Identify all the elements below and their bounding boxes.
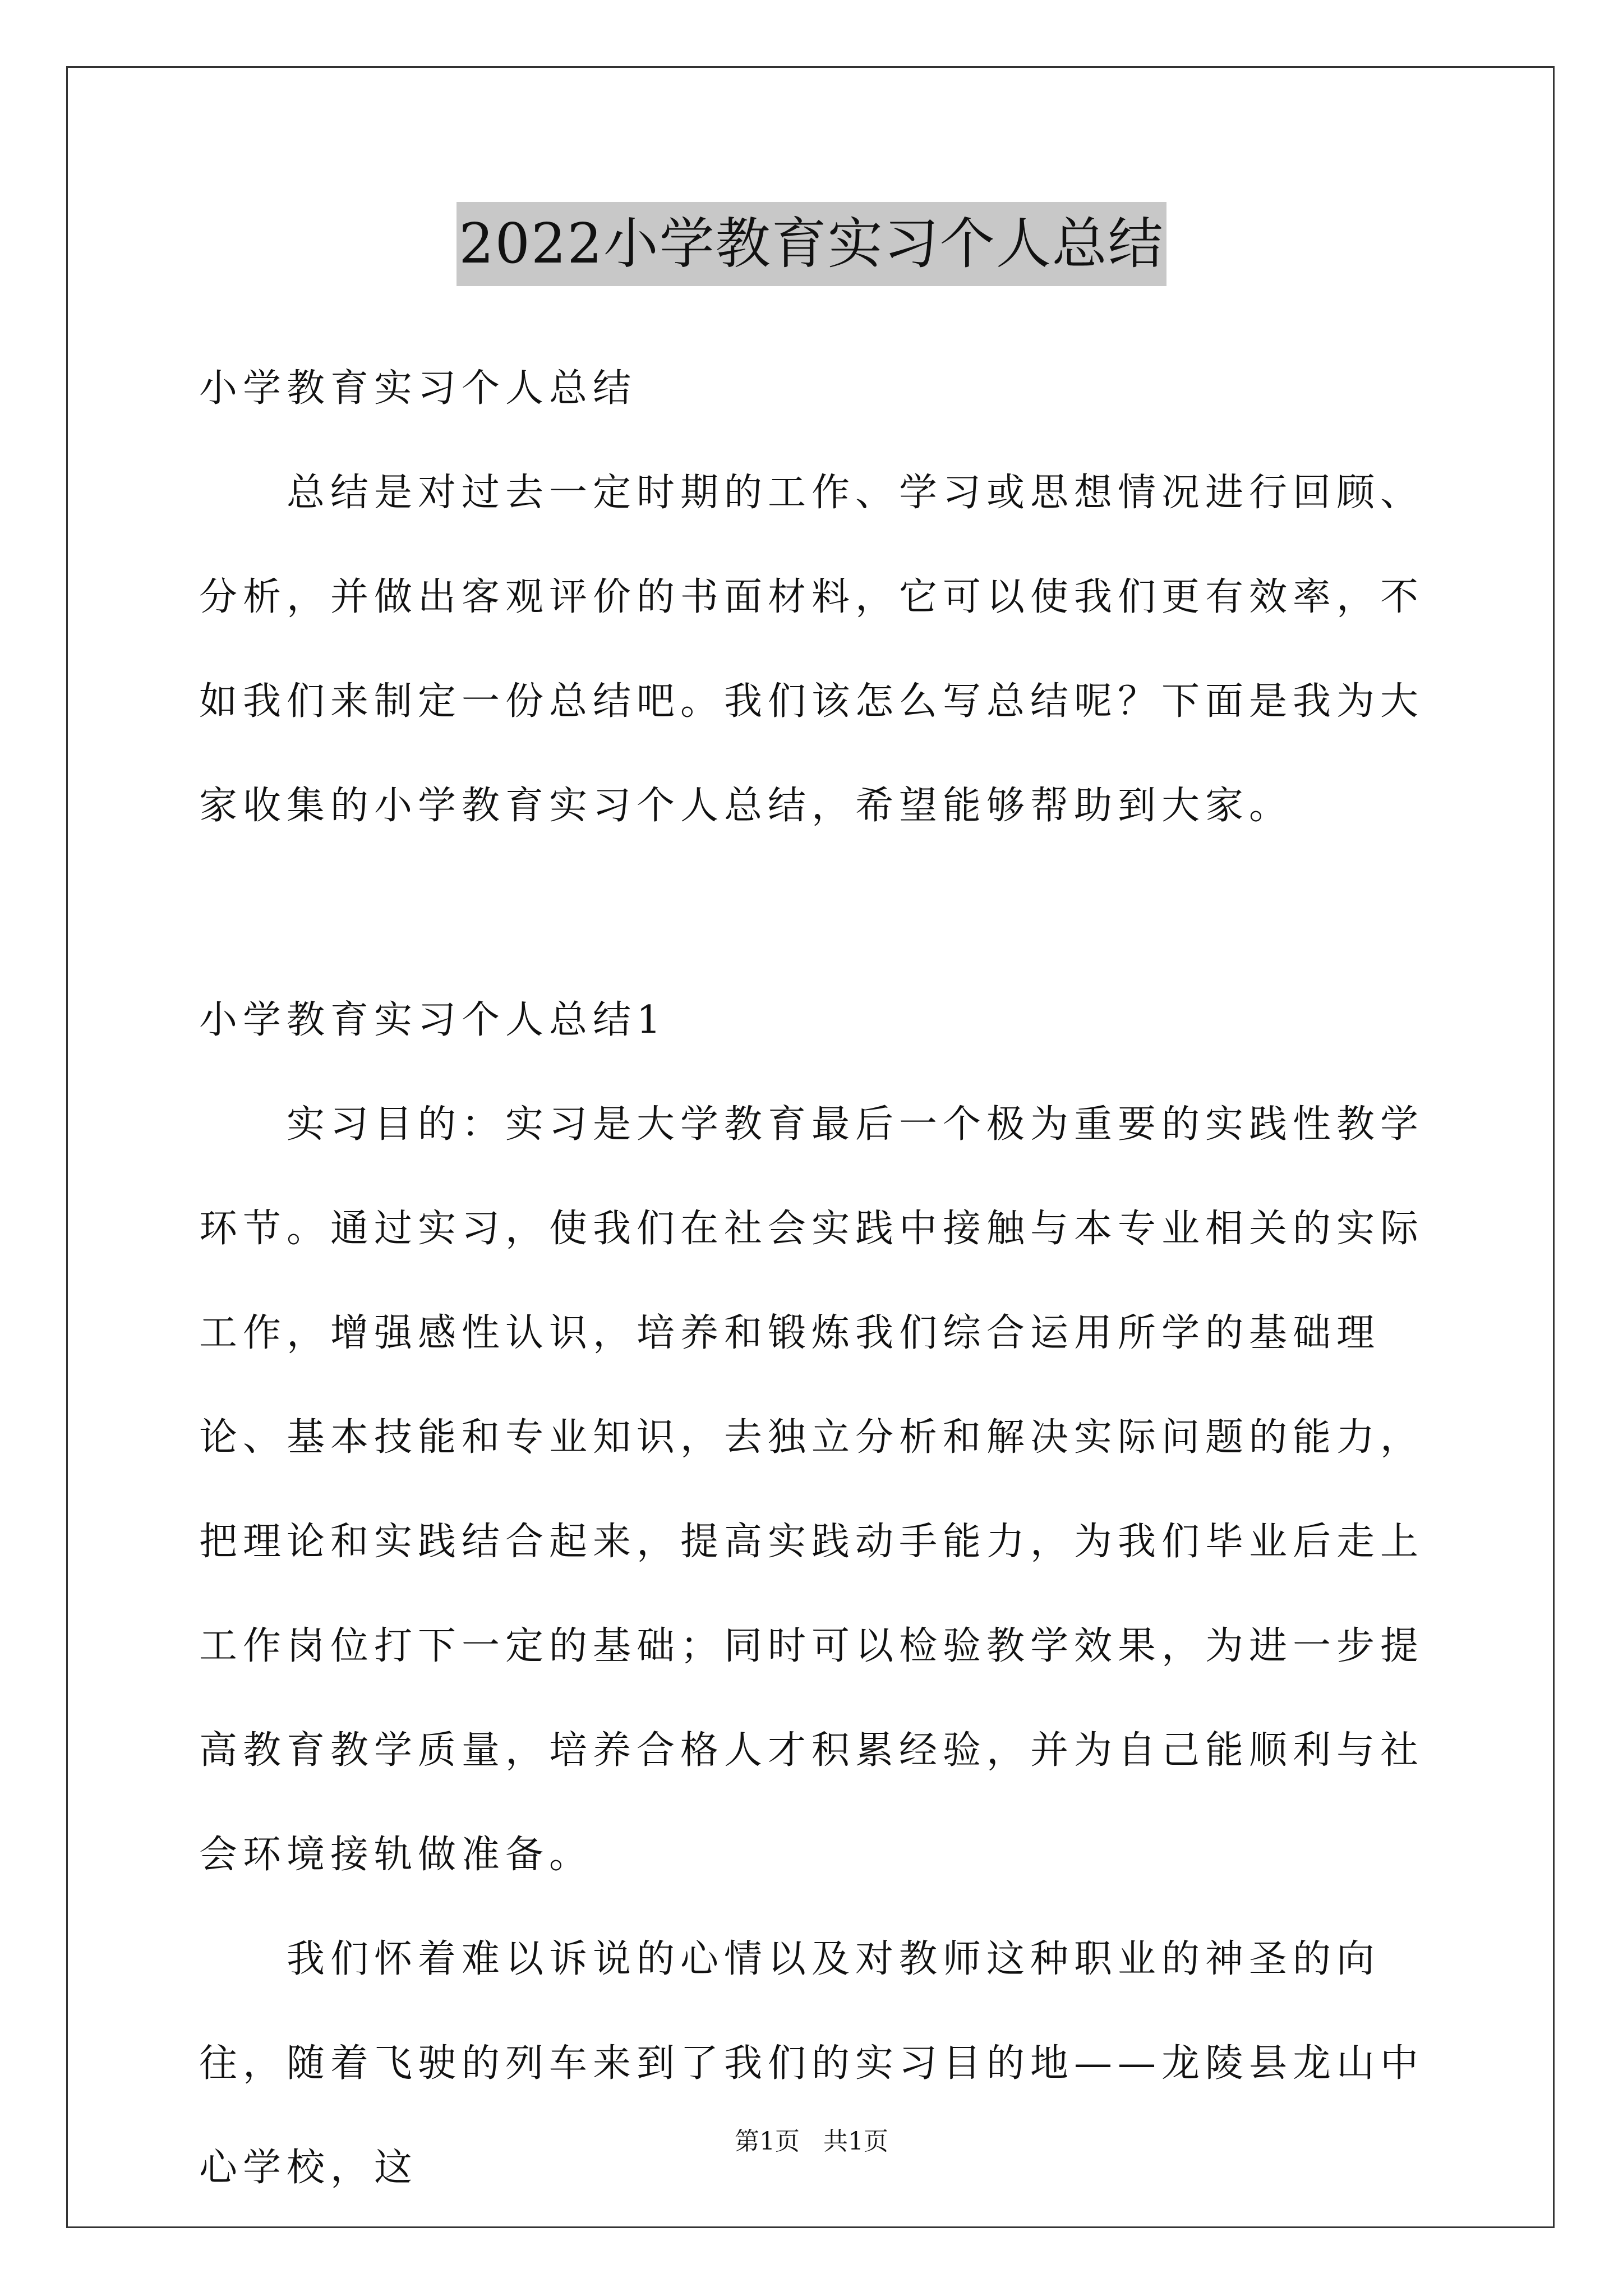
intro-heading: 小学教育实习个人总结	[199, 366, 637, 411]
title-container	[0, 202, 1623, 286]
section-1-paragraph-2: 我们怀着难以诉说的心情以及对教师这种职业的神圣的向往，随着飞驶的列车来到了我们的实习目的地——龙陵县龙山中心学校，这	[199, 1937, 1424, 2190]
section-1	[199, 968, 1438, 2220]
section-1-paragraph-1: 实习目的：实习是大学教育最后一个极为重要的实践性教学环节。通过实习，使我们在社会实践中接触与本专业相关的实际工作，增强感性认识，培养和锻炼我们综合运用所学的基础理论、基本技能和专业知识，去独立分析和解决实际问题的能力，把理论和实践结合起来，提高实践动手能力，为我们毕业后走上工作岗位打下一定的基础；同时可以检验教学效果，为进一步提高教育教学质量，培养合格人才积累经验，并为自己能顺利与社会环境接轨做准备。	[199, 1102, 1424, 1877]
intro-section	[199, 337, 1438, 858]
section-1-heading: 小学教育实习个人总结1	[199, 998, 667, 1042]
page-footer: 第1页 共1页	[735, 2127, 888, 2156]
document-title: 2022小学教育实习个人总结	[457, 202, 1166, 286]
intro-paragraph: 总结是对过去一定时期的工作、学习或思想情况进行回顾、分析，并做出客观评价的书面材料，它可以使我们更有效率，不如我们来制定一份总结吧。我们该怎么写总结呢？下面是我为大家收集的小学教育实习个人总结，希望能够帮助到大家。	[199, 471, 1424, 828]
